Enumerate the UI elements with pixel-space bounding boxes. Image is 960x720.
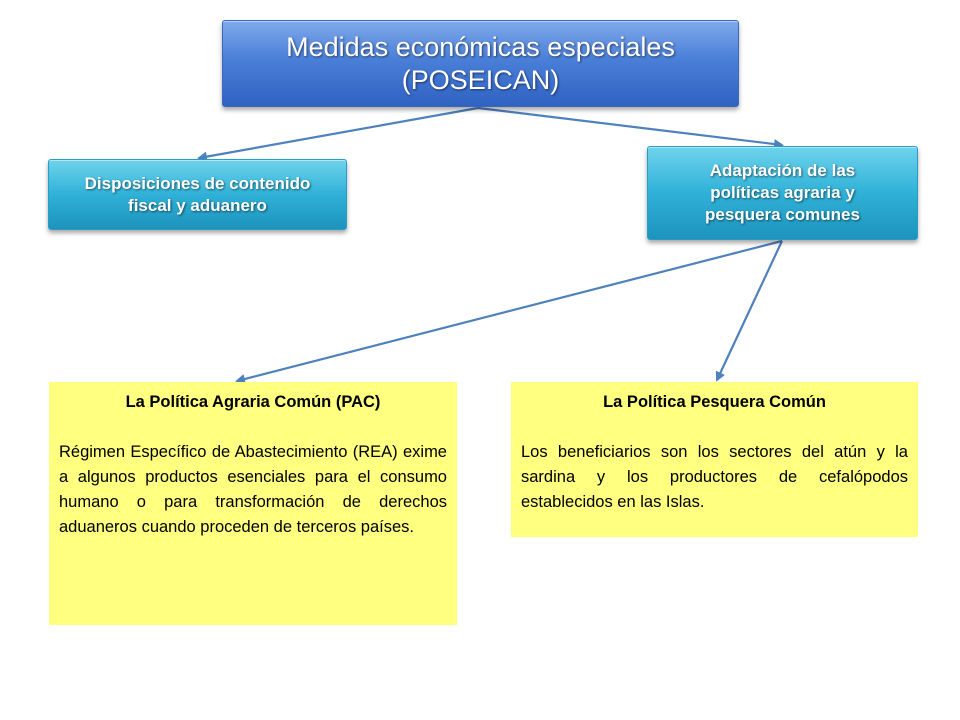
root-node-line2: (POSEICAN) [401,64,560,95]
fiscal-node-line2: fiscal y aduanero [128,195,267,215]
pesca-panel-title: La Política Pesquera Común [603,393,826,411]
adaptacion-node [647,146,918,240]
adaptacion-node-line3: pesquera comunes [705,205,860,224]
adaptacion-node-text [705,160,860,226]
pac-panel-title: La Política Agraria Común (PAC) [125,393,381,411]
root-node-text [286,31,675,97]
pac-panel-body: Régimen Específico de Abastecimiento (REA) exime a algunos productos esenciales para el consumo humano o para transformación de derechos aduaneros cuando proceden de terceros países. [59,443,447,536]
fiscal-node-line1: Disposiciones de contenido [84,173,311,193]
pac-panel [49,382,457,625]
root-node-line1: Medidas económicas especiales [286,31,675,62]
pesca-panel [511,382,918,537]
fiscal-node [48,159,347,230]
fiscal-node-text [85,173,311,217]
arrow-adaptacion-to-pesca [717,241,782,380]
arrow-root-to-fiscal [199,108,478,158]
adaptacion-node-line1: Adaptación de las [709,161,856,180]
pesca-panel-body: Los beneficiarios son los sectores del atún y la sardina y los productores de cefalópodos establecidos en las Islas. [521,443,908,511]
arrow-adaptacion-to-pac [237,241,782,381]
arrow-root-to-adaptacion [478,108,782,145]
adaptacion-node-line2: políticas agraria y [710,183,855,202]
root-node [222,20,739,107]
